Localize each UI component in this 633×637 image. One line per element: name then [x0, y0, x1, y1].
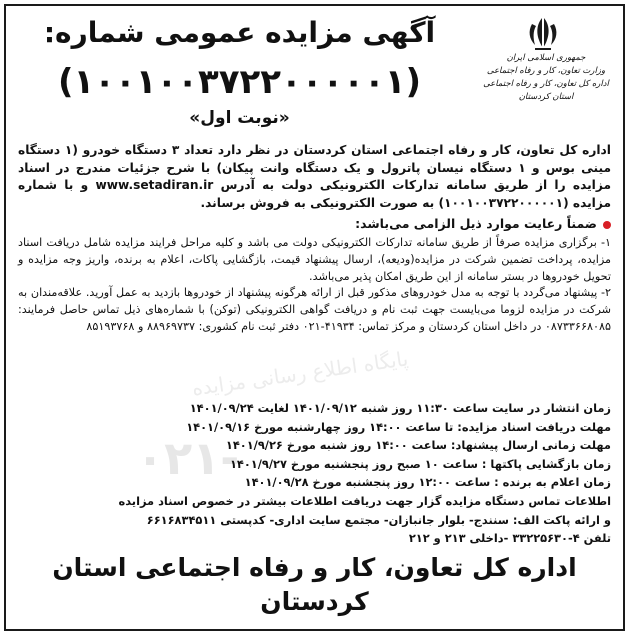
- schedule-line: زمان انتشار در سایت ساعت ۱۱:۳۰ روز شنبه ۱۴۰۱/۰۹/۱۲ لغایت ۱۴۰۱/۰۹/۲۴: [189, 401, 611, 415]
- advertisement-page: [4, 4, 625, 631]
- intro-paragraph: اداره کل تعاون، کار و رفاه اجتماعی استان کردستان در نظر دارد تعداد ۳ دستگاه خودرو (۱ دستگاه مینی بوس و ۱ دستگاه نیسان پاترول و یک دستگاه وانت پیکان) با شرح جزئیات مندرج در اسناد مزایده را از طریق سامانه تدارکات الکترونیکی دولت به آدرس www.setadiran.ir و با شماره مزایده (۱۰۰۱۰۰۳۷۲۲۰۰۰۰۰۱) به صورت الکترونیکی به فروش برساند.: [18, 143, 611, 210]
- requirements-list: [18, 235, 611, 336]
- schedule-line: مهلت زمانی ارسال پیشنهاد: ساعت ۱۴:۰۰ روز شنبه مورخ ۱۴۰۱/۹/۲۶: [225, 438, 611, 453]
- requirements-heading: [18, 215, 611, 233]
- requirement-item: ۱- برگزاری مزایده صرفاً از طریق سامانه تدارکات الکترونیکی دولت می باشد و کلیه مراحل فرایند مزایده شامل دریافت اسناد مزایده، پرداخت تضمین شرکت در مزایده(ودیعه)، ارسال پیشنهاد قیمت، بازگشایی پاکات، اعلام به برنده، واریز وجه مزایده و تحویل خودروها در بستر سامانه از این طریق امکان پذیر می‌باشد.: [18, 236, 611, 283]
- schedule-line: زمان بازگشایی پاکتها : ساعت ۱۰ صبح روز پنجشنبه مورخ ۱۴۰۱/۹/۲۷: [229, 456, 611, 471]
- publication-turn: «نوبت اول»: [189, 108, 290, 128]
- watermark-text: پایگاه اطلاع رسانی مزایده: [190, 346, 410, 401]
- schedule-line: تلفن ۴-۳۳۲۲۵۶۳۰ -داخلی ۲۱۳ و ۲۱۲: [408, 531, 611, 546]
- iran-emblem-icon: [523, 14, 563, 52]
- schedule-line: و ارائه پاکت الف: سنندج- بلوار جانبازان- مجتمع سایت اداری- کدپستی ۶۶۱۶۸۳۴۵۱۱: [146, 512, 611, 527]
- bullet-dot-icon: [603, 221, 611, 229]
- schedule-line: اطلاعات تماس دستگاه مزایده گزار جهت دریافت اطلاعات بیشتر در خصوص اسناد مزایده: [118, 493, 611, 508]
- schedule-line: مهلت دریافت اسناد مزایده: تا ساعت ۱۴:۰۰ روز چهارشنبه مورخ ۱۴۰۱/۰۹/۱۶: [186, 419, 611, 434]
- footer-signature: اداره کل تعاون، کار و رفاه اجتماعی استان کردستان: [52, 553, 577, 616]
- requirements-heading-text: ضمناً رعایت موارد ذیل الزامی می‌باشد:: [355, 216, 597, 231]
- schedule-list: [18, 399, 611, 548]
- org-line: وزارت تعاون، کار و رفاه اجتماعی: [486, 66, 606, 76]
- watermark-number: ۰۲۱-: [136, 431, 240, 485]
- auction-number: (۱۰۰۱۰۰۳۷۲۲۰۰۰۰۰۱): [57, 62, 422, 102]
- ad-title: آگهی مزایده عمومی شماره:: [43, 16, 436, 49]
- schedule-line: زمان اعلام به برنده : ساعت ۱۲:۰۰ روز پنجشنبه مورخ ۱۴۰۱/۰۹/۲۸: [244, 475, 611, 490]
- org-line: اداره کل تعاون، کار و رفاه اجتماعی استان کردستان: [483, 79, 609, 102]
- requirement-item: ۲- پیشنهاد می‌گردد با توجه به مدل خودروهای مذکور قبل از ارائه هرگونه پیشنهاد از خودروها بازدید به عمل آورید. علاقه‌مندان به شرکت در مزایده لزوما می‌بایست جهت ثبت نام و دریافت گواهی الکترونیکی (توکن) با شماره‌های ذیل تماس حاصل فرمایند: ۰۸۷۳۳۶۶۸۰۸۵ در داخل استان کردستان و مرکز تماس: ۴۱۹۳۴-۰۲۱ دفتر ثبت نام کشوری: ۸۸۹۶۹۷۳۷ و ۸۵۱۹۳۷۶۸: [18, 286, 611, 333]
- organization-name: [481, 52, 611, 104]
- ad-header: [14, 12, 615, 140]
- org-line: جمهوری اسلامی ایران: [506, 53, 586, 63]
